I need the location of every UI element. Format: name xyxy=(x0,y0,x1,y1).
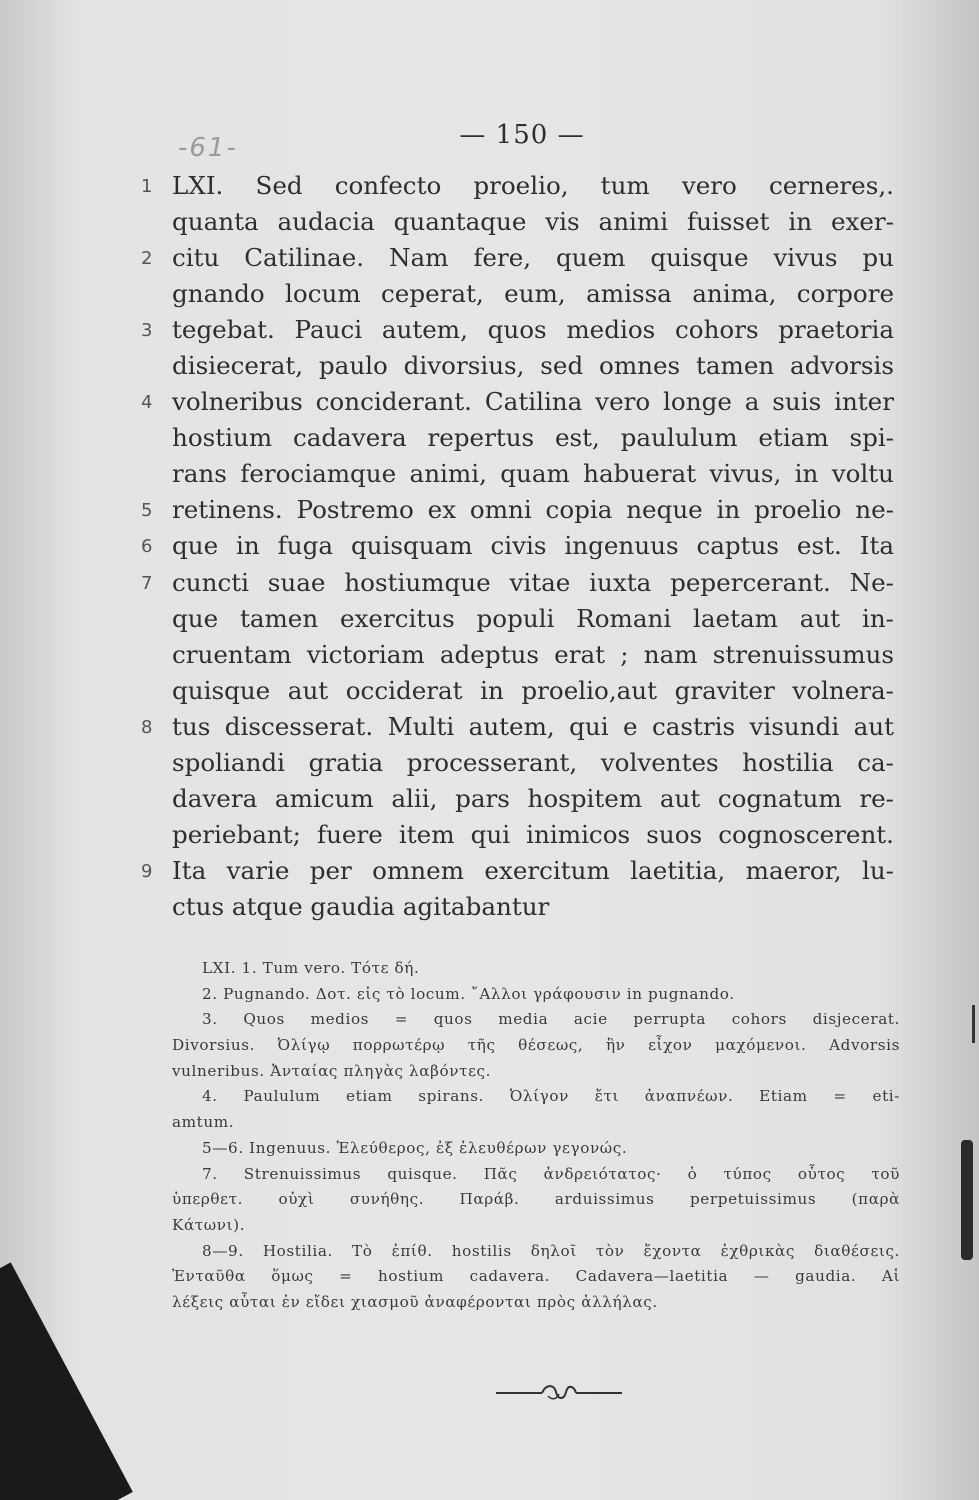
line-number: 3 xyxy=(141,320,153,342)
line-text: quisque aut occiderat in proelio,aut graviter volnera- xyxy=(172,675,894,705)
text-line xyxy=(172,745,894,781)
line-text: periebant; fuere item qui inimicos suos cognoscerent. xyxy=(172,819,894,849)
note-line: LXI. 1. Tum vero. Τότε δή. xyxy=(202,959,420,977)
page-number: — 150 — xyxy=(459,120,585,150)
text-line xyxy=(172,817,894,853)
text-line xyxy=(141,168,894,204)
line-text: rans ferociamque animi, quam habuerat vivus, in voltu xyxy=(172,459,894,489)
note-line: Divorsius. Ὀλίγῳ πορρωτέρῳ τῆς θέσεως, ἣν εἶχον μαχόμενοι. Advorsis xyxy=(172,1036,900,1055)
note-line: 4. Paululum etiam spirans. Ὀλίγον ἔτι ἀναπνέων. Etiam = eti- xyxy=(202,1087,900,1106)
text-line xyxy=(141,240,894,276)
text-line xyxy=(172,456,894,492)
main-text xyxy=(141,168,894,925)
note-line: 3. Quos medios = quos media acie perrupta cohors disjecerat. xyxy=(202,1010,900,1029)
line-text: davera amicum alii, pars hospitem aut cognatum re- xyxy=(172,783,894,813)
line-number: 8 xyxy=(141,716,153,738)
line-text: ctus atque gaudia agitabantur xyxy=(172,891,550,921)
line-number: 4 xyxy=(141,392,153,414)
line-text: volneribus conciderant. Catilina vero longe a suis inter xyxy=(172,387,894,417)
footnotes xyxy=(172,956,900,1316)
line-text: spoliandi gratia processerant, volventes hostilia ca- xyxy=(172,747,894,777)
note-line: amtum. xyxy=(172,1113,235,1132)
scan-edge-tick xyxy=(972,1005,975,1043)
line-text: hostium cadavera repertus est, paululum etiam spi- xyxy=(172,423,894,453)
line-text: retinens. Postremo ex omni copia neque in proelio ne- xyxy=(172,495,894,525)
line-text: Ita varie per omnem exercitum laetitia, maeror, lu- xyxy=(172,855,894,885)
line-number: 1 xyxy=(141,176,153,197)
line-text: quanta audacia quantaque vis animi fuisset in exer- xyxy=(172,207,894,237)
line-number: 6 xyxy=(141,536,153,558)
line-text: cuncti suae hostiumque vitae iuxta pepercerant. Ne- xyxy=(172,567,894,597)
line-text: que tamen exercitus populi Romani laetam aut in- xyxy=(172,603,894,633)
text-line xyxy=(141,384,894,420)
line-text: tus discesserat. Multi autem, qui e castris visundi aut xyxy=(172,711,894,741)
note-line: λέξεις αὗται ἐν εἴδει χιασμοῦ ἀναφέρονται πρὸς ἀλλήλας. xyxy=(172,1292,658,1311)
text-line xyxy=(172,673,894,709)
line-number: 5 xyxy=(141,500,153,522)
line-text: disiecerat, paulo divorsius, sed omnes tamen advorsis xyxy=(172,351,894,381)
line-text: que in fuga quisquam civis ingenuus captus est. Ita xyxy=(172,531,894,561)
text-line xyxy=(141,565,894,601)
text-line xyxy=(172,420,894,456)
pencil-annotation: -61- xyxy=(178,133,238,163)
note-line: 2. Pugnando. Δοτ. εἰς τὸ locum. ῎Αλλοι γράφουσιν in pugnando. xyxy=(202,984,735,1003)
text-line xyxy=(172,637,894,673)
line-number: 7 xyxy=(141,572,153,594)
text-line xyxy=(141,312,894,348)
line-text: LXI. Sed confecto proelio, tum vero cerneres,. xyxy=(172,171,894,200)
note-line: 5—6. Ingenuus. Ἐλεύθερος, ἐξ ἐλευθέρων γεγονώς. xyxy=(202,1138,628,1157)
note-line: 7. Strenuissimus quisque. Πᾶς ἀνδρειότατος· ὁ τύπος οὗτος τοῦ xyxy=(202,1164,900,1183)
note-line: Ἐνταῦθα ὅμως = hostium cadavera. Cadavera—laetitia — gaudia. Αἱ xyxy=(172,1267,900,1286)
line-text: cruentam victoriam adeptus erat ; nam strenuissumus xyxy=(172,639,894,669)
text-line xyxy=(141,528,894,564)
note-line: 8—9. Hostilia. Τὸ ἐπίθ. hostilis δηλοῖ τὸν ἔχοντα ἐχθρικὰς διαθέσεις. xyxy=(202,1241,900,1260)
note-line: Κάτωνι). xyxy=(172,1215,246,1234)
text-line xyxy=(172,204,894,240)
text-line xyxy=(172,601,894,637)
note-line: ὑπερθετ. οὐχὶ συνήθης. Παράβ. arduissimus perpetuissimus (παρὰ xyxy=(172,1190,900,1209)
text-line xyxy=(172,276,894,312)
text-line xyxy=(141,853,894,889)
scan-edge-mark xyxy=(961,1140,973,1260)
line-text: citu Catilinae. Nam fere, quem quisque vivus pu xyxy=(172,243,894,273)
text-line xyxy=(141,709,894,745)
line-text: gnando locum ceperat, eum, amissa anima, corpore xyxy=(172,279,894,309)
scan-shadow xyxy=(0,1262,133,1500)
note-line: vulneribus. Ἀνταίας πληγὰς λαβόντες. xyxy=(172,1061,492,1080)
text-line xyxy=(172,889,894,925)
text-line xyxy=(141,492,894,528)
ornament-tailpiece-icon xyxy=(494,1378,624,1406)
text-line xyxy=(172,781,894,817)
text-line xyxy=(172,348,894,384)
line-number: 2 xyxy=(141,248,153,270)
line-text: tegebat. Pauci autem, quos medios cohors praetoria xyxy=(172,315,894,345)
line-number: 9 xyxy=(141,860,153,882)
